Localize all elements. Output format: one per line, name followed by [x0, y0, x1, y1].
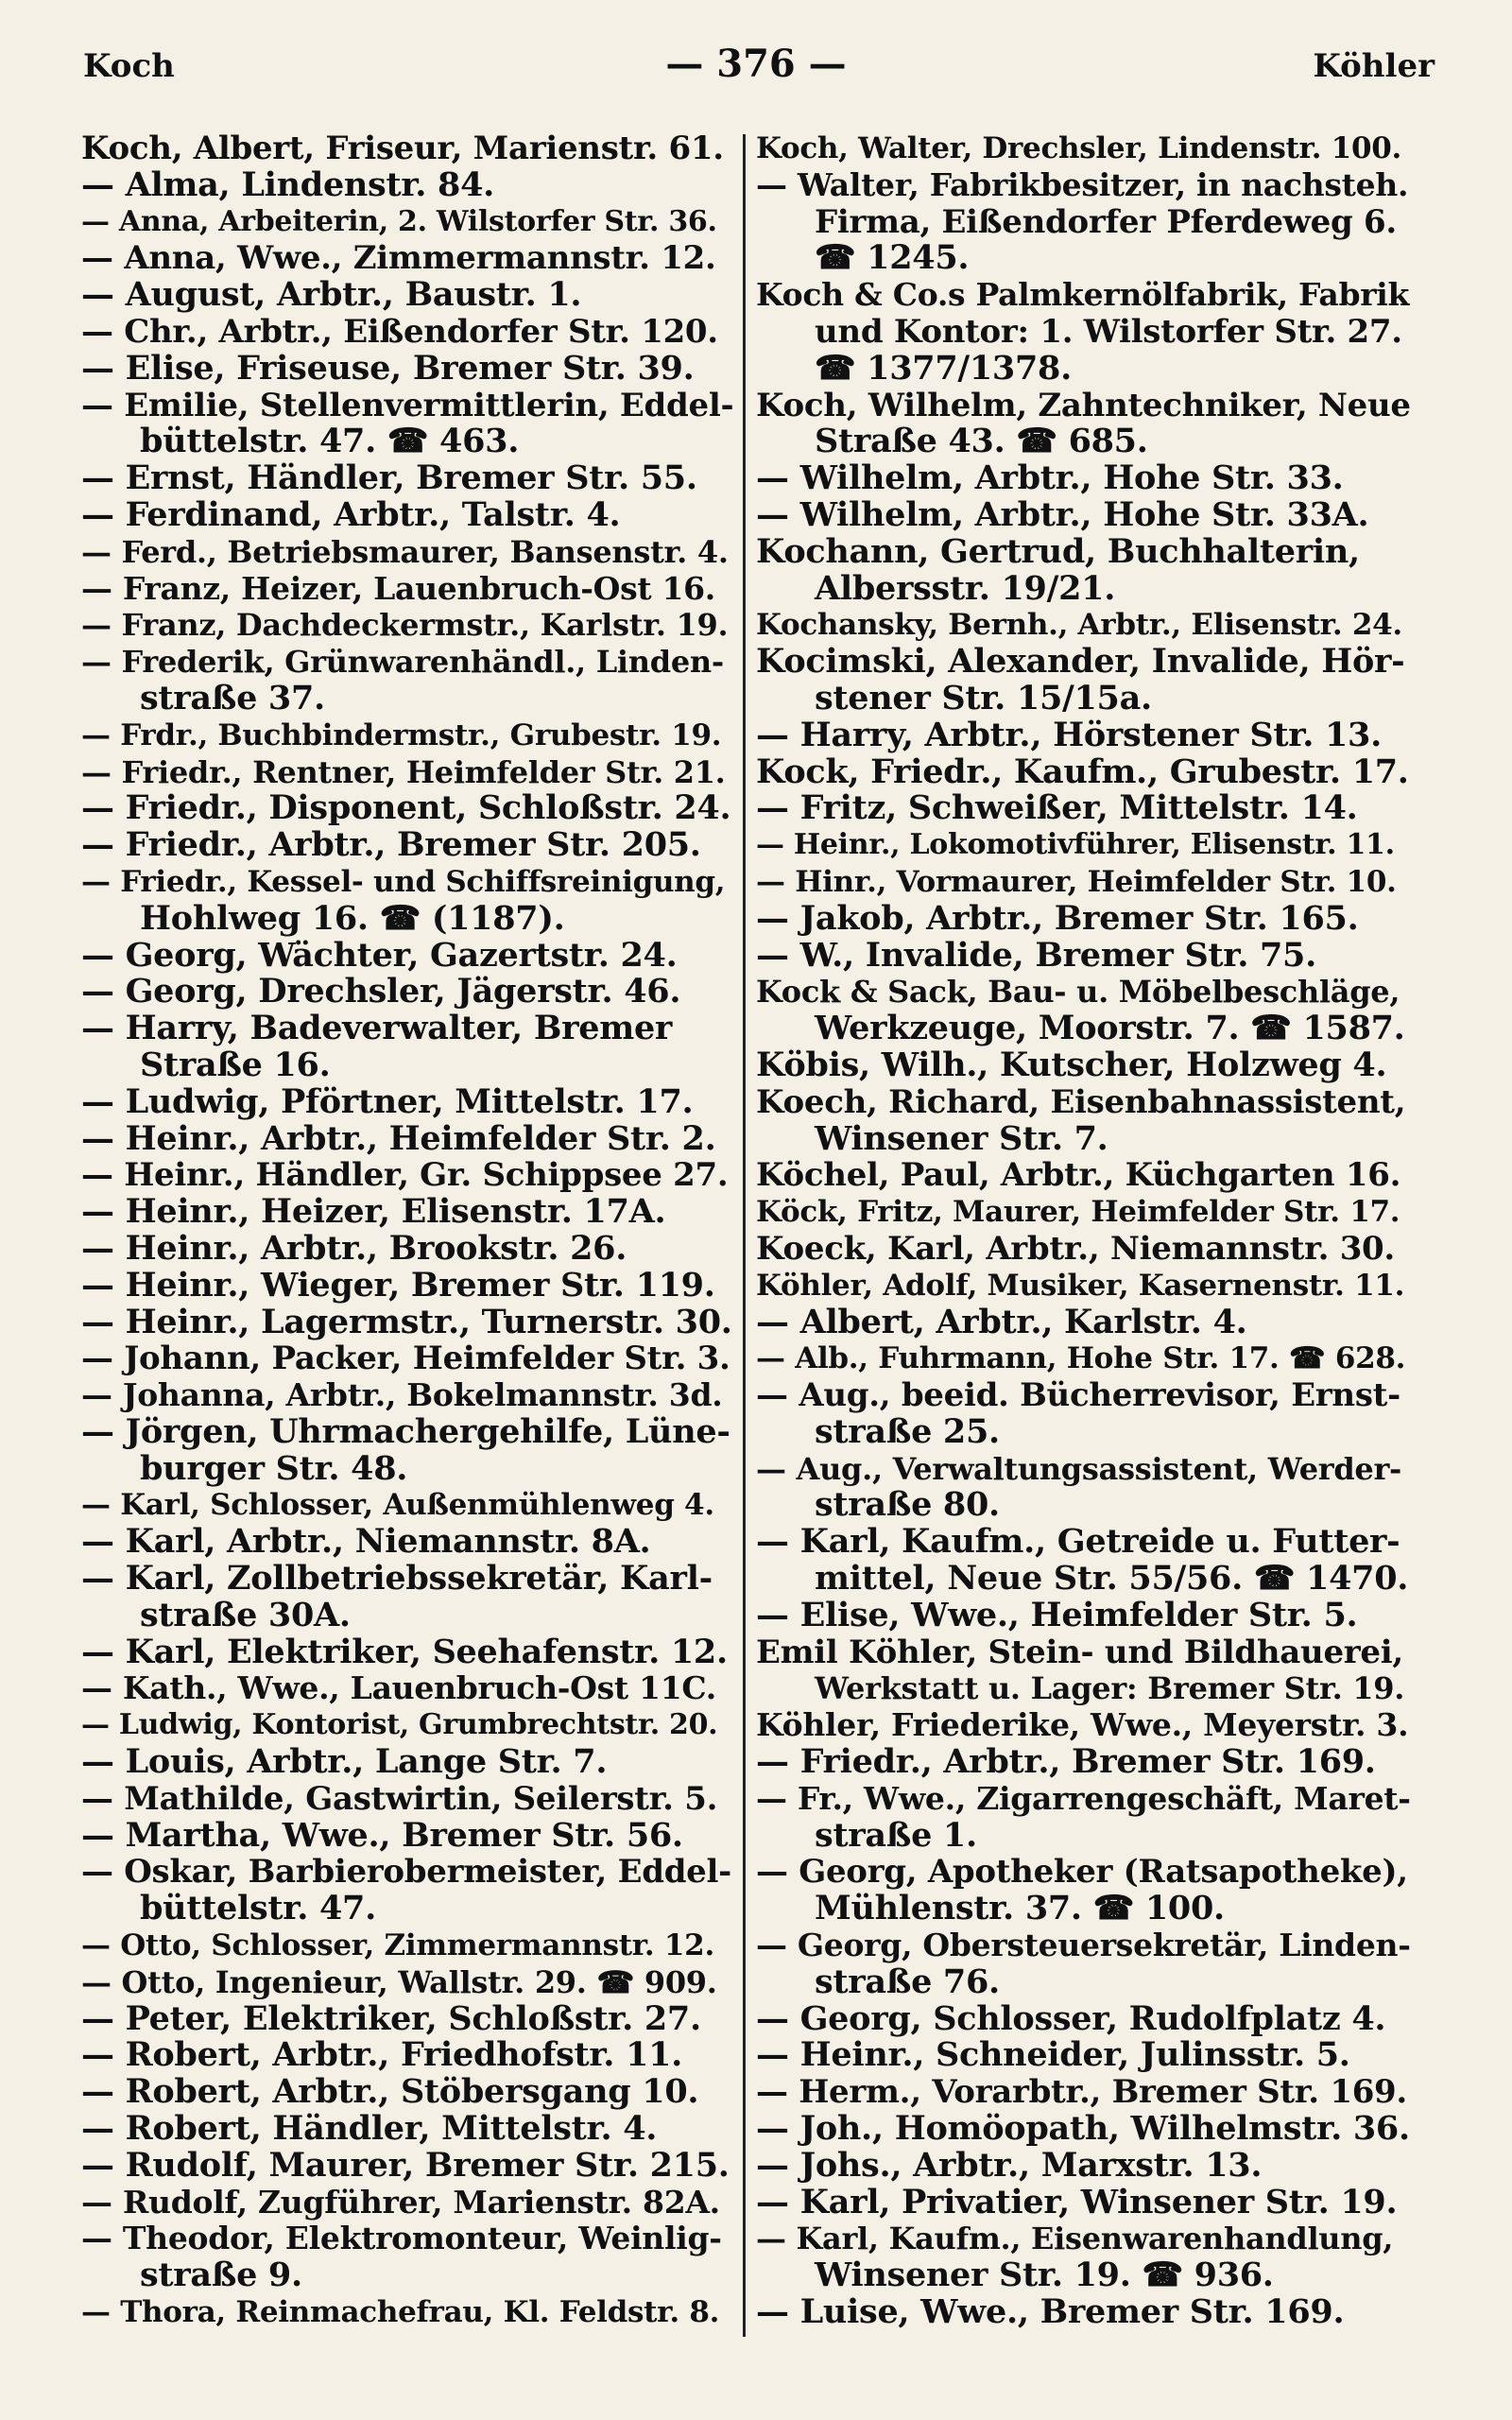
directory-entry-line: — Ferdinand, Arbtr., Talstr. 4.	[81, 496, 621, 534]
directory-entry-line: Kocimski, Alexander, Invalide, Hör-	[756, 644, 1405, 681]
directory-entry-line: — Anna, Arbeiterin, 2. Wilstorfer Str. 36.	[81, 204, 717, 238]
directory-entry-line: — Georg, Schlosser, Rudolfplatz 4.	[756, 2000, 1386, 2038]
directory-entry-line: Koch & Co.s Palmkernölfabrik, Fabrik	[756, 277, 1410, 314]
directory-entry-line: — Heinr., Lokomotivführer, Elisenstr. 11.	[756, 828, 1395, 862]
directory-entry-line: Koch, Walter, Drechsler, Lindenstr. 100.	[756, 131, 1401, 165]
directory-entry-line: — Ludwig, Pförtner, Mittelstr. 17.	[81, 1083, 694, 1121]
directory-entry-line: Mühlenstr. 37. ☎ 100.	[815, 1891, 1225, 1928]
directory-entry-line: — W., Invalide, Bremer Str. 75.	[756, 937, 1316, 975]
directory-entry-line: Kock & Sack, Bau- u. Möbelbeschläge,	[756, 974, 1400, 1011]
directory-entry-line: Werkzeuge, Moorstr. 7. ☎ 1587.	[815, 1011, 1405, 1047]
directory-entry-line: — Friedr., Disponent, Schloßstr. 24.	[81, 790, 731, 828]
directory-entry-line: — Franz, Dachdeckermstr., Karlstr. 19.	[81, 607, 729, 644]
directory-entry-line: straße 1.	[815, 1817, 977, 1855]
directory-entry-line: — Louis, Arbtr., Lange Str. 7.	[81, 1744, 608, 1781]
directory-entry-line: Winsener Str. 7.	[815, 1120, 1108, 1158]
directory-entry-line: — Walter, Fabrikbesitzer, in nachsteh.	[756, 166, 1409, 203]
directory-entry-line: — Ludwig, Kontorist, Grumbrechtstr. 20.	[81, 1708, 718, 1742]
directory-entry-line: und Kontor: 1. Wilstorfer Str. 27.	[815, 313, 1402, 351]
directory-entry-line: — Georg, Wächter, Gazertstr. 24.	[81, 937, 678, 975]
directory-entry-line: Winsener Str. 19. ☎ 936.	[815, 2257, 1274, 2295]
left-column	[81, 130, 733, 2331]
directory-entry-line: — Harry, Arbtr., Hörstener Str. 13.	[756, 717, 1382, 754]
directory-entry-line: Kochann, Gertrud, Buchhalterin,	[756, 533, 1360, 571]
directory-entry-line: — Elise, Friseuse, Bremer Str. 39.	[81, 350, 695, 388]
directory-entry-line: straße 37.	[140, 680, 325, 717]
directory-entry-line: — Georg, Obersteuersekretär, Linden-	[756, 1927, 1411, 1964]
directory-entry-line: — Karl, Elektriker, Seehafenstr. 12.	[81, 1634, 728, 1671]
directory-entry-line: Köchel, Paul, Arbtr., Küchgarten 16.	[756, 1157, 1401, 1195]
directory-entry-line: ☎ 1245.	[815, 240, 970, 278]
directory-entry-line: — Karl, Kaufm., Getreide u. Futter-	[756, 1524, 1400, 1562]
directory-entry-line: Straße 16.	[140, 1046, 331, 1084]
directory-entry-line: — Elise, Wwe., Heimfelder Str. 5.	[756, 1597, 1358, 1634]
directory-entry-line: — Alma, Lindenstr. 84.	[81, 166, 495, 204]
directory-entry-line: straße 9.	[140, 2257, 302, 2295]
directory-entry-line: — Friedr., Arbtr., Bremer Str. 169.	[756, 1744, 1376, 1781]
directory-entry-line: — Frederik, Grünwarenhändl., Linden-	[81, 644, 724, 681]
directory-entry-line: — Mathilde, Gastwirtin, Seilerstr. 5.	[81, 1780, 718, 1818]
directory-entry-line: Kock, Friedr., Kaufm., Grubestr. 17.	[756, 753, 1409, 791]
right-column	[756, 130, 1413, 2331]
directory-entry-line: — Ernst, Händler, Bremer Str. 55.	[81, 460, 697, 497]
directory-entry-line: Werkstatt u. Lager: Bremer Str. 19.	[815, 1670, 1405, 1707]
directory-entry-line: — Martha, Wwe., Bremer Str. 56.	[81, 1817, 683, 1855]
directory-entry-line: — Franz, Heizer, Lauenbruch-Ost 16.	[81, 570, 715, 607]
directory-entry-line: — Robert, Arbtr., Friedhofstr. 11.	[81, 2037, 683, 2075]
directory-entry-line: — Wilhelm, Arbtr., Hohe Str. 33.	[756, 460, 1344, 497]
directory-entry-line: — Johs., Arbtr., Marxstr. 13.	[756, 2147, 1263, 2185]
directory-entry-line: — Karl, Kaufm., Eisenwarenhandlung,	[756, 2221, 1394, 2257]
directory-entry-line: Koch, Wilhelm, Zahntechniker, Neue	[756, 387, 1411, 424]
directory-entry-line: — Otto, Schlosser, Zimmermannstr. 12.	[81, 1928, 714, 1963]
directory-entry-line: — Jakob, Arbtr., Bremer Str. 165.	[756, 900, 1359, 938]
directory-entry-line: — Heinr., Arbtr., Heimfelder Str. 2.	[81, 1120, 716, 1158]
directory-entry-line: — Chr., Arbtr., Eißendorfer Str. 120.	[81, 313, 718, 351]
directory-entry-line: — Emilie, Stellenvermittlerin, Eddel-	[81, 387, 733, 424]
directory-entry-line: Kochansky, Bernh., Arbtr., Elisenstr. 24.	[756, 608, 1402, 643]
directory-entry-line: — Joh., Homöopath, Wilhelmstr. 36.	[756, 2111, 1410, 2148]
directory-entry-line: — Georg, Apotheker (Ratsapotheke),	[756, 1854, 1408, 1892]
directory-entry-line: Emil Köhler, Stein- und Bildhauerei,	[756, 1634, 1403, 1671]
directory-entry-line: Koech, Richard, Eisenbahnassistent,	[756, 1083, 1406, 1121]
directory-entry-line: — Heinr., Lagermstr., Turnerstr. 30.	[81, 1304, 732, 1341]
directory-entry-line: — Heinr., Heizer, Elisenstr. 17A.	[81, 1194, 666, 1231]
directory-entry-line: — Frdr., Buchbindermstr., Grubestr. 19.	[81, 717, 722, 752]
directory-entry-line: — Friedr., Arbtr., Bremer Str. 205.	[81, 827, 701, 864]
directory-entry-line: straße 80.	[815, 1487, 1000, 1525]
directory-entry-line: — Theodor, Elektromonteur, Weinlig-	[81, 2221, 722, 2257]
running-head-left: Koch	[83, 47, 175, 85]
directory-entry-line: Köhler, Friederike, Wwe., Meyerstr. 3.	[756, 1707, 1409, 1744]
directory-entry-line: — Herm., Vorarbtr., Bremer Str. 169.	[756, 2074, 1407, 2112]
directory-entry-line: — Karl, Schlosser, Außenmühlenweg 4.	[81, 1488, 714, 1523]
directory-entry-line: Firma, Eißendorfer Pferdeweg 6.	[815, 203, 1397, 241]
directory-entry-line: — Johann, Packer, Heimfelder Str. 3.	[81, 1340, 730, 1378]
directory-entry-line: — Peter, Elektriker, Schloßstr. 27.	[81, 2000, 701, 2038]
directory-entry-line: — August, Arbtr., Baustr. 1.	[81, 277, 582, 314]
directory-entry-line: — Luise, Wwe., Bremer Str. 169.	[756, 2294, 1345, 2331]
directory-entry-line: — Robert, Arbtr., Stöbersgang 10.	[81, 2074, 699, 2112]
directory-entry-line: — Anna, Wwe., Zimmermannstr. 12.	[81, 240, 716, 278]
directory-entry-line: — Heinr., Händler, Gr. Schippsee 27.	[81, 1157, 729, 1195]
directory-entry-line: büttelstr. 47. ☎ 463.	[140, 424, 520, 461]
directory-entry-line: Köhler, Adolf, Musiker, Kasernenstr. 11.	[756, 1268, 1405, 1303]
directory-entry-line: — Kath., Wwe., Lauenbruch-Ost 11C.	[81, 1670, 716, 1707]
directory-entry-line: mittel, Neue Str. 55/56. ☎ 1470.	[815, 1561, 1409, 1598]
directory-entry-line: — Friedr., Rentner, Heimfelder Str. 21.	[81, 753, 726, 790]
directory-entry-line: straße 25.	[815, 1413, 1000, 1451]
directory-entry-line: — Karl, Zollbetriebssekretär, Karl-	[81, 1561, 713, 1598]
directory-entry-line: — Ferd., Betriebsmaurer, Bansenstr. 4.	[81, 533, 729, 570]
directory-entry-line: straße 30A.	[140, 1597, 351, 1634]
directory-entry-line: — Oskar, Barbierobermeister, Eddel-	[81, 1854, 731, 1892]
directory-entry-line: straße 76.	[815, 1963, 1000, 2001]
directory-entry-line: — Rudolf, Zugführer, Marienstr. 82A.	[81, 2184, 720, 2221]
directory-entry-line: — Thora, Reinmachefrau, Kl. Feldstr. 8.	[81, 2295, 720, 2330]
directory-entry-line: — Friedr., Kessel- und Schiffsreinigung,	[81, 864, 726, 899]
directory-entry-line: — Rudolf, Maurer, Bremer Str. 215.	[81, 2147, 730, 2185]
directory-entry-line: — Karl, Arbtr., Niemannstr. 8A.	[81, 1524, 651, 1562]
directory-entry-line: — Wilhelm, Arbtr., Hohe Str. 33A.	[756, 496, 1369, 534]
directory-entry-line: Köbis, Wilh., Kutscher, Holzweg 4.	[756, 1046, 1387, 1084]
directory-entry-line: Hohlweg 16. ☎ (1187).	[140, 900, 565, 938]
directory-entry-line: — Albert, Arbtr., Karlstr. 4.	[756, 1304, 1247, 1341]
directory-entry-line: — Heinr., Arbtr., Brookstr. 26.	[81, 1230, 627, 1268]
directory-entry-line: — Georg, Drechsler, Jägerstr. 46.	[81, 974, 681, 1011]
directory-entry-line: — Karl, Privatier, Winsener Str. 19.	[756, 2184, 1398, 2221]
directory-entry-line: Albersstr. 19/21.	[815, 570, 1116, 608]
directory-entry-line: — Fritz, Schweißer, Mittelstr. 14.	[756, 790, 1358, 828]
directory-entry-line: büttelstr. 47.	[140, 1891, 376, 1928]
directory-entry-line: — Otto, Ingenieur, Wallstr. 29. ☎ 909.	[81, 1963, 717, 2000]
column-divider	[743, 134, 746, 2337]
directory-entry-line: — Johanna, Arbtr., Bokelmannstr. 3d.	[81, 1377, 723, 1414]
directory-entry-line: — Jörgen, Uhrmachergehilfe, Lüne-	[81, 1413, 730, 1451]
directory-entry-line: — Harry, Badeverwalter, Bremer	[81, 1011, 673, 1047]
directory-entry-line: — Fr., Wwe., Zigarrengeschäft, Maret-	[756, 1780, 1411, 1817]
directory-entry-line: burger Str. 48.	[140, 1450, 408, 1488]
directory-entry-line: — Heinr., Wieger, Bremer Str. 119.	[81, 1267, 715, 1305]
directory-entry-line: — Robert, Händler, Mittelstr. 4.	[81, 2111, 658, 2148]
page-number: — 376 —	[665, 42, 847, 86]
directory-entry-line: — Aug., beeid. Bücherrevisor, Ernst-	[756, 1377, 1400, 1414]
directory-entry-line: — Heinr., Schneider, Julinsstr. 5.	[756, 2037, 1350, 2075]
directory-entry-line: — Alb., Fuhrmann, Hohe Str. 17. ☎ 628.	[756, 1341, 1406, 1376]
directory-entry-line: stener Str. 15/15a.	[815, 680, 1152, 717]
running-head-right: Köhler	[1313, 47, 1435, 85]
directory-entry-line: Koch, Albert, Friseur, Marienstr. 61.	[81, 130, 724, 167]
directory-entry-line: — Hinr., Vormaurer, Heimfelder Str. 10.	[756, 864, 1397, 899]
directory-entry-line: Köck, Fritz, Maurer, Heimfelder Str. 17.	[756, 1195, 1400, 1230]
directory-entry-line: Straße 43. ☎ 685.	[815, 424, 1148, 461]
directory-entry-line: — Aug., Verwaltungsassistent, Werder-	[756, 1450, 1402, 1487]
directory-entry-line: Koeck, Karl, Arbtr., Niemannstr. 30.	[756, 1230, 1395, 1268]
directory-entry-line: ☎ 1377/1378.	[815, 350, 1072, 388]
